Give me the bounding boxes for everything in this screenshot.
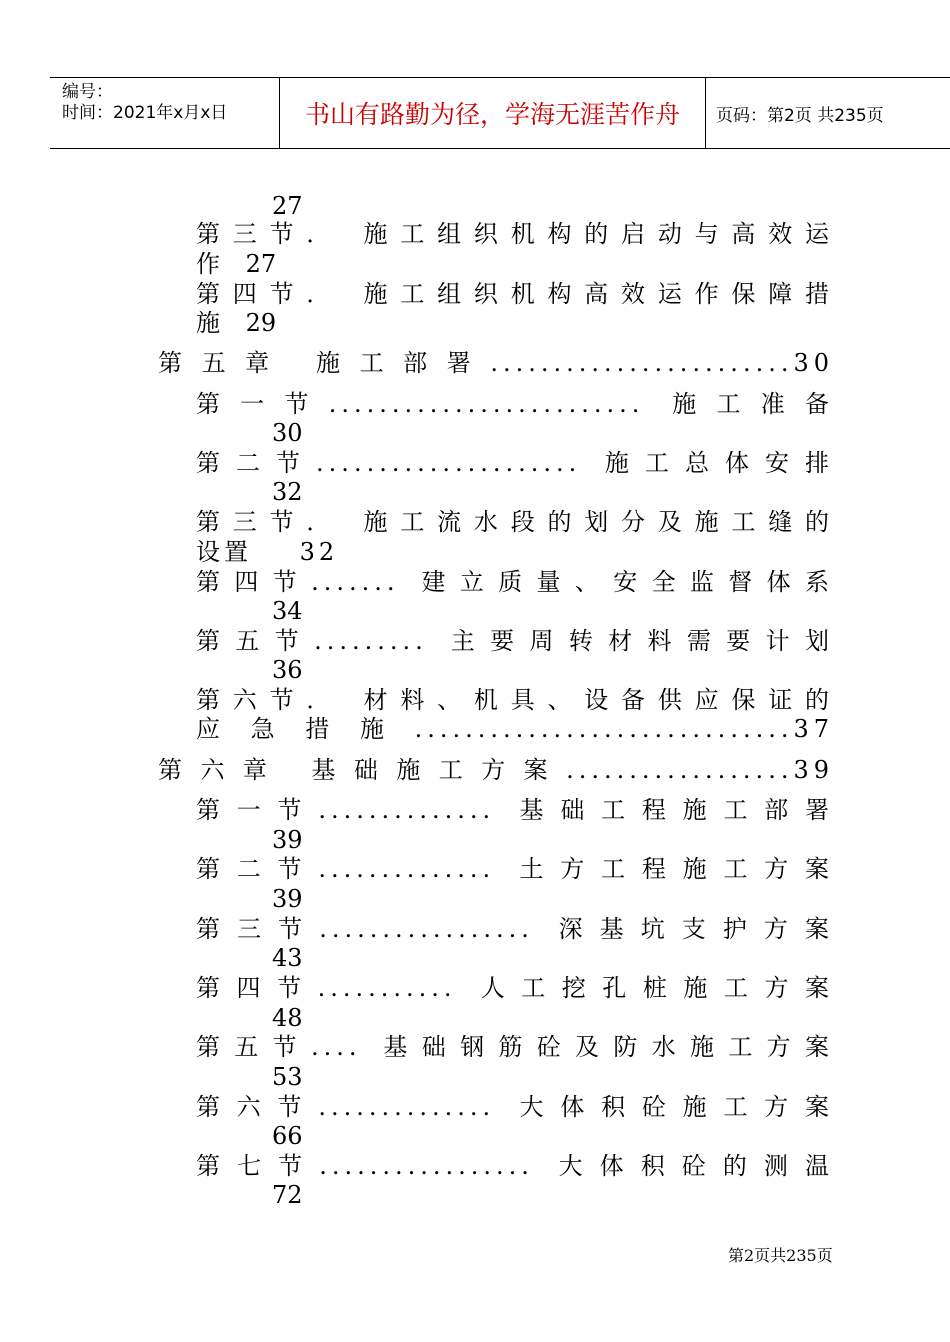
toc-line: 设置 32 — [196, 538, 339, 566]
toc-line: 39 — [272, 826, 303, 854]
toc-line: 66 — [272, 1122, 303, 1150]
toc-line: 第五节......... 主要周转材料需要计划 — [196, 627, 834, 655]
toc-line: 34 — [272, 597, 303, 625]
toc-line: 第五章 施工部署........................30 — [158, 349, 834, 377]
toc-line: 32 — [272, 478, 303, 506]
toc-line: 30 — [272, 419, 303, 447]
toc-line: 第三节． 施工组织机构的启动与高效运 — [196, 220, 834, 248]
header-motto: 书山有路勤为径，学海无涯苦作舟 — [280, 78, 706, 148]
toc-line: 第四节． 施工组织机构高效运作保障措 — [196, 280, 834, 308]
header-page-info: 页码：第2页 共235页 — [716, 105, 884, 126]
toc-line: 第三节................. 深基坑支护方案 — [196, 915, 834, 943]
toc-line: 第六章 基础施工方案..................39 — [158, 756, 834, 784]
toc-line: 72 — [272, 1181, 303, 1209]
toc-line: 39 — [272, 885, 303, 913]
code-label: 编号： — [62, 82, 113, 102]
toc-line: 第六节.............. 大体积砼施工方案 — [196, 1093, 834, 1121]
toc-line: 第五节.... 基础钢筋砼及防水施工方案 — [196, 1033, 834, 1061]
page-footer: 第2页共235页 — [728, 1246, 833, 1265]
toc-line: 第六节． 材料、机具、设备供应保证的 — [196, 686, 834, 714]
toc-line: 第四节........... 人工挖孔桩施工方案 — [196, 974, 834, 1002]
toc-line: 43 — [272, 944, 303, 972]
time-label: 时间：2021年x月x日 — [62, 103, 228, 123]
toc-line: 第七节................. 大体积砼的测温 — [196, 1152, 834, 1180]
toc-line: 第二节..................... 施工总体安排 — [196, 449, 834, 477]
toc-line: 施 29 — [196, 309, 277, 337]
toc-line: 53 — [272, 1063, 303, 1091]
toc-line: 第三节． 施工流水段的划分及施工缝的 — [196, 508, 834, 536]
toc-line: 应急措施..............................37 — [196, 715, 834, 743]
toc-line: 36 — [272, 656, 303, 684]
toc-line: 第四节....... 建立质量、安全监督体系 — [196, 568, 834, 596]
toc-line: 27 — [272, 192, 303, 220]
toc-line: 作 27 — [196, 250, 277, 278]
toc-line: 第二节.............. 土方工程施工方案 — [196, 855, 834, 883]
toc-line: 第一节......................... 施工准备 — [196, 390, 834, 418]
toc-line: 第一节.............. 基础工程施工部署 — [196, 796, 834, 824]
toc-line: 48 — [272, 1004, 303, 1032]
